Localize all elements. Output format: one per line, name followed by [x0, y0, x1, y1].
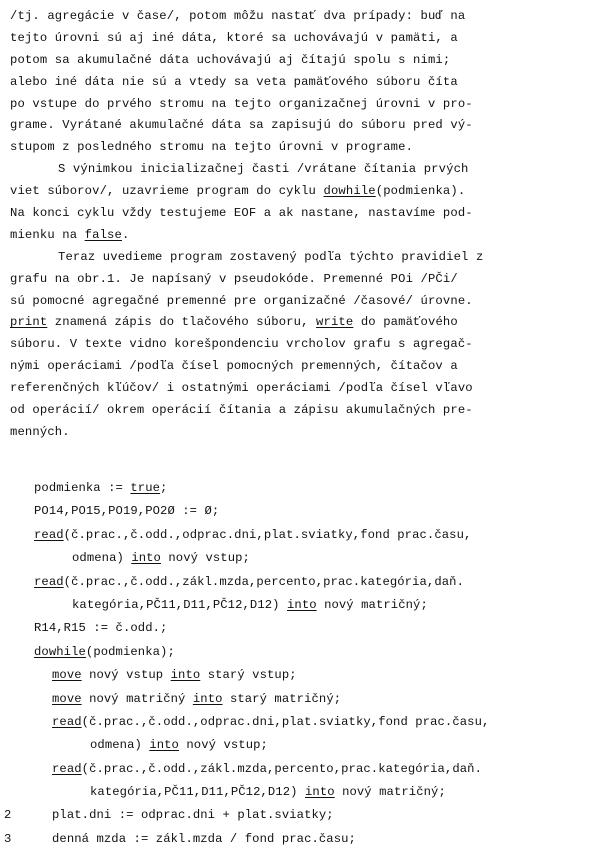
- keyword-move: move: [52, 668, 82, 683]
- code-line: [0, 617, 609, 640]
- keyword-into: into: [192, 691, 223, 706]
- prose-line: S výnimkou inicializačnej časti /vrátane čítania prvých: [58, 162, 469, 177]
- keyword-into: into: [305, 785, 335, 800]
- prose-line: grame. Vyrátané akumulačné dáta sa zapisujú do súboru pred vý-: [10, 118, 473, 133]
- code-line: [0, 571, 609, 594]
- code-text: denná mzda := zákl.mzda / fond prac.času;: [52, 831, 356, 846]
- code-line: [0, 477, 609, 500]
- code-line: [0, 734, 609, 757]
- code-text: podmienka := true;: [34, 481, 168, 495]
- keyword-read: read: [52, 761, 82, 776]
- code-line: [0, 828, 609, 851]
- prose-line: stupom z posledného stromu na tejto úrovni v programe.: [10, 140, 414, 155]
- code-text: odmena) into nový vstup;: [72, 551, 250, 566]
- keyword-read: read: [52, 714, 82, 729]
- code-text: read(č.prac.,č.odd.,zákl.mzda,percento,prac.kategória,daň.: [34, 574, 464, 589]
- code-text: move nový matričný into starý matričný;: [52, 691, 342, 706]
- code-line: [0, 641, 609, 664]
- prose-line: potom sa akumulačné dáta uchovávajú aj čítajú spolu s nimi;: [10, 52, 451, 67]
- prose-line: referenčných kľúčov/ i ostatnými operáciami /podľa čísel vľavo: [10, 381, 473, 396]
- keyword-write: write: [316, 315, 354, 330]
- prose-line: menných.: [10, 424, 70, 439]
- code-text: read(č.prac.,č.odd.,zákl.mzda,percento,prac.kategória,daň.: [52, 761, 482, 776]
- prose-line: Teraz uvedieme program zostavený podľa týchto pravidiel z: [58, 249, 484, 264]
- keyword-true: true: [130, 481, 161, 495]
- code-text: PO14,PO15,PO19,PO2Ø := Ø;: [34, 504, 220, 519]
- prose-line: súboru. V texte vidno korešpondenciu vrcholov grafu s agregač-: [10, 337, 473, 352]
- code-line: [0, 500, 609, 523]
- code-text: read(č.prac.,č.odd.,odprac.dni,plat.sviatky,fond prac.času,: [34, 527, 472, 542]
- prose-line: tejto úrovni sú aj iné dáta, ktoré sa uchovávajú v pamäti, a: [10, 30, 458, 45]
- code-line: [0, 547, 609, 570]
- prose-line: viet súborov/, uzavrieme program do cyklu dowhile(podmienka).: [10, 184, 466, 199]
- code-line: [0, 594, 609, 617]
- code-text: read(č.prac.,č.odd.,odprac.dni,plat.sviatky,fond prac.času,: [52, 714, 490, 729]
- operation-number: 3: [4, 831, 12, 846]
- code-line: [0, 781, 609, 804]
- prose-line: po vstupe do prvého stromu na tejto organizačnej úrovni v pro-: [10, 96, 473, 111]
- prose-block: [10, 6, 602, 444]
- code-line: [0, 758, 609, 781]
- prose-line: grafu na obr.1. Je napísaný v pseudokóde. Premenné POi /PČi/: [10, 271, 458, 286]
- keyword-dowhile: dowhile: [323, 184, 376, 199]
- keyword-into: into: [149, 738, 179, 753]
- keyword-into: into: [131, 551, 161, 566]
- keyword-false: false: [84, 227, 122, 242]
- keyword-read: read: [34, 527, 64, 542]
- code-line: [0, 524, 609, 547]
- code-text: R14,R15 := č.odd.;: [34, 621, 168, 636]
- code-line: [0, 711, 609, 734]
- code-text: odmena) into nový vstup;: [90, 738, 268, 753]
- code-line: [0, 688, 609, 711]
- prose-line: sú pomocné agregačné premenné pre organizačné /časové/ úrovne.: [10, 293, 473, 308]
- prose-line: /tj. agregácie v čase/, potom môžu nastať dva prípady: buď na: [10, 9, 466, 23]
- operation-number: 2: [4, 808, 12, 823]
- keyword-dowhile: dowhile: [34, 644, 86, 659]
- prose-line: alebo iné dáta nie sú a vtedy sa veta pamäťového súboru číta: [10, 74, 458, 89]
- prose-line: Na konci cyklu vždy testujeme EOF a ak nastane, nastavíme pod-: [10, 206, 473, 221]
- keyword-move: move: [52, 691, 82, 706]
- prose-line: od operácií/ okrem operácií čítania a zápisu akumulačných pre-: [10, 403, 473, 418]
- keyword-into: into: [287, 597, 317, 612]
- prose-line: print znamená zápis do tlačového súboru, write do pamäťového: [10, 315, 458, 330]
- code-text: plat.dni := odprac.dni + plat.sviatky;: [52, 808, 334, 823]
- code-text: move nový vstup into starý vstup;: [52, 668, 297, 683]
- prose-line: mienku na false.: [10, 227, 130, 242]
- code-line: [0, 804, 609, 827]
- code-text: kategória,PČ11,D11,PČ12,D12) into nový matričný;: [72, 597, 428, 612]
- code-line: [0, 664, 609, 687]
- code-text: kategória,PČ11,D11,PČ12,D12) into nový matričný;: [90, 785, 446, 800]
- keyword-into: into: [170, 668, 201, 683]
- keyword-print: print: [10, 315, 48, 330]
- code-text: dowhile(podmienka);: [34, 644, 175, 659]
- prose-line: nými operáciami /podľa čísel pomocných premenných, čítačov a: [10, 359, 458, 374]
- pseudocode-block: [0, 477, 609, 851]
- keyword-read: read: [34, 574, 64, 589]
